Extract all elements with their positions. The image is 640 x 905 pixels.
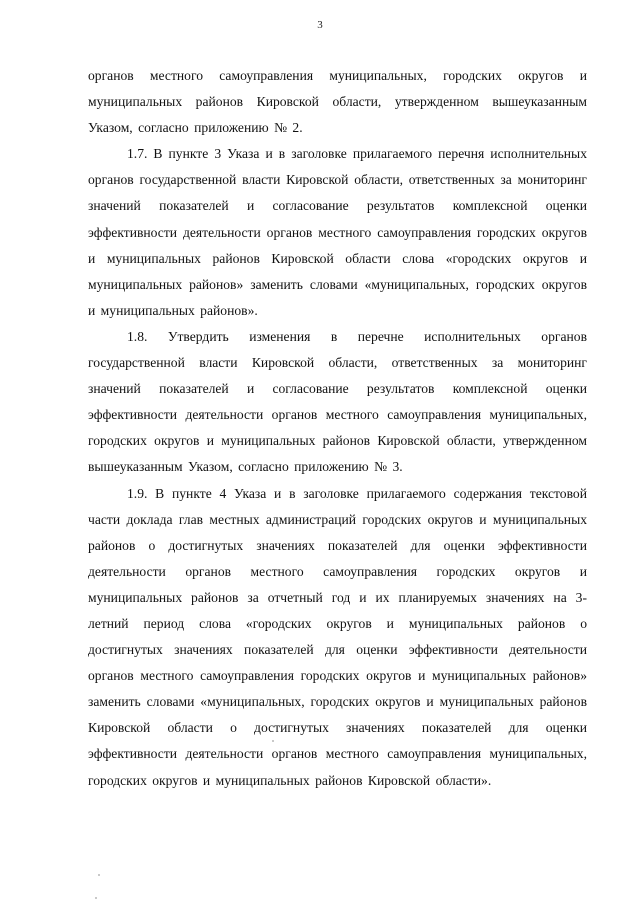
- document-body: [88, 63, 587, 794]
- scan-speck: [95, 897, 97, 899]
- paragraph-item-1-7: 1.7. В пункте 3 Указа и в заголовке прилагаемого перечня исполнительных органов государственной власти Кировской области, ответственных за мониторинг значений показателей и согласование результатов комплексной оценки эффективности деятельности органов местного самоуправления городских округов и муниципальных районов Кировской области слова «городских округов и муниципальных районов» заменить словами «муниципальных, городских округов и муниципальных районов».: [88, 146, 587, 318]
- scan-speck: [98, 874, 100, 876]
- paragraph-item-1-8: 1.8. Утвердить изменения в перечне исполнительных органов государственной власти Кировской области, ответственных за мониторинг значений показателей и согласование результатов комплексной оценки эффективности деятельности органов местного самоуправления муниципальных, городских округов и муниципальных районов Кировской области, утвержденном вышеуказанным Указом, согласно приложению № 3.: [88, 328, 587, 475]
- scan-speck: [272, 740, 274, 742]
- paragraph-continued: органов местного самоуправления муниципальных, городских округов и муниципальных районов Кировской области, утвержденном вышеуказанным Указом, согласно приложению № 2.: [88, 68, 587, 136]
- paragraph-item-1-9: 1.9. В пункте 4 Указа и в заголовке прилагаемого содержания текстовой части доклада глав местных администраций городских округов и муниципальных районов о достигнутых значениях показателей для оценки эффективности деятельности органов местного самоуправления городских округов и муниципальных районов за отчетный год и их планируемых значениях на 3-летний период слова «городских округов и муниципальных районов о достигнутых значениях показателей для оценки эффективности деятельности органов местного самоуправления городских округов и муниципальных районов» заменить словами «муниципальных, городских округов и муниципальных районов Кировской области о достигнутых значениях показателей для оценки эффективности деятельности органов местного самоуправления муниципальных, городских округов и муниципальных районов Кировской области».: [88, 485, 587, 788]
- page-number: 3: [317, 19, 323, 31]
